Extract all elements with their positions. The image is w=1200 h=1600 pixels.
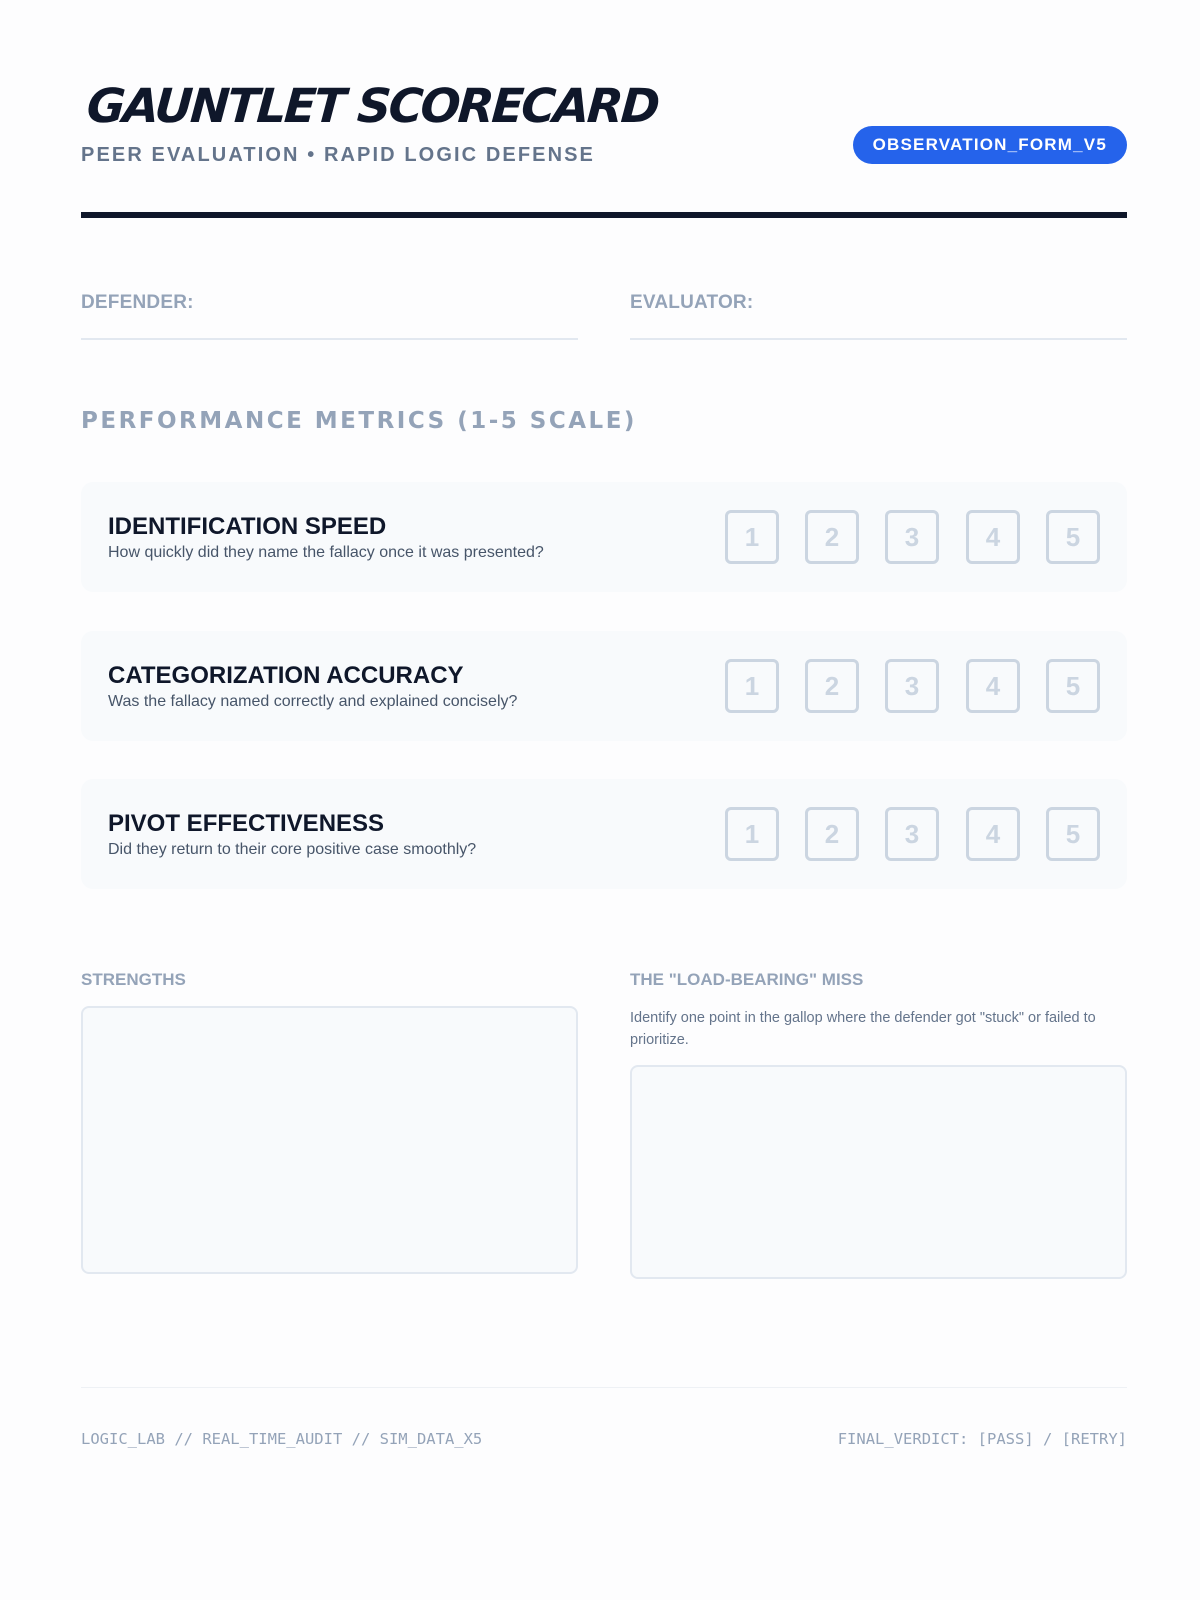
footer-left-text: LOGIC_LAB // REAL_TIME_AUDIT // SIM_DATA_X5: [81, 1430, 483, 1448]
score-box-4[interactable]: 4: [966, 510, 1020, 564]
defender-field[interactable]: [81, 292, 578, 340]
load-bearing-miss-help: Identify one point in the gallop where the defender got "stuck" or failed to prioritize.: [630, 1010, 1096, 1048]
strengths-label: STRENGTHS: [81, 970, 186, 989]
metric-title: CATEGORIZATION ACCURACY: [108, 662, 464, 689]
score-box-2[interactable]: 2: [805, 510, 859, 564]
score-box-5[interactable]: 5: [1046, 807, 1100, 861]
score-box-1[interactable]: 1: [725, 807, 779, 861]
score-box-1[interactable]: 1: [725, 510, 779, 564]
score-box-5[interactable]: 5: [1046, 659, 1100, 713]
strengths-textarea[interactable]: [81, 1006, 578, 1274]
defender-label: DEFENDER:: [81, 292, 194, 313]
footer-divider: [81, 1387, 1127, 1388]
metrics-section-title: PERFORMANCE METRICS (1-5 SCALE): [81, 408, 637, 434]
score-box-5[interactable]: 5: [1046, 510, 1100, 564]
score-box-4[interactable]: 4: [966, 807, 1020, 861]
metric-title: IDENTIFICATION SPEED: [108, 513, 387, 540]
metric-description: Did they return to their core positive case smoothly?: [108, 841, 477, 858]
score-box-2[interactable]: 2: [805, 807, 859, 861]
score-box-1[interactable]: 1: [725, 659, 779, 713]
score-box-3[interactable]: 3: [885, 510, 939, 564]
load-bearing-miss-label: THE "LOAD-BEARING" MISS: [630, 970, 864, 989]
evaluator-field[interactable]: [630, 292, 1127, 340]
metric-description: How quickly did they name the fallacy once it was presented?: [108, 544, 544, 561]
load-bearing-miss-textarea[interactable]: [630, 1065, 1127, 1279]
score-box-4[interactable]: 4: [966, 659, 1020, 713]
metric-pivot-effectiveness: [81, 779, 1127, 889]
header-divider: [81, 212, 1127, 218]
score-box-2[interactable]: 2: [805, 659, 859, 713]
header: [81, 80, 1127, 218]
metric-title: PIVOT EFFECTIVENESS: [108, 810, 385, 837]
metric-categorization-accuracy: [81, 631, 1127, 741]
page-title: GAUNTLET SCORECARD: [85, 79, 660, 134]
metric-identification-speed: [81, 482, 1127, 592]
footer-verdict-text: FINAL_VERDICT: [PASS] / [RETRY]: [837, 1430, 1127, 1448]
form-version-badge: OBSERVATION_FORM_V5: [853, 126, 1127, 164]
score-box-3[interactable]: 3: [885, 659, 939, 713]
metric-description: Was the fallacy named correctly and explained concisely?: [108, 693, 518, 710]
score-box-3[interactable]: 3: [885, 807, 939, 861]
page-subtitle: PEER EVALUATION • RAPID LOGIC DEFENSE: [81, 144, 595, 166]
scorecard-page: [81, 0, 1127, 1600]
evaluator-label: EVALUATOR:: [630, 292, 754, 313]
